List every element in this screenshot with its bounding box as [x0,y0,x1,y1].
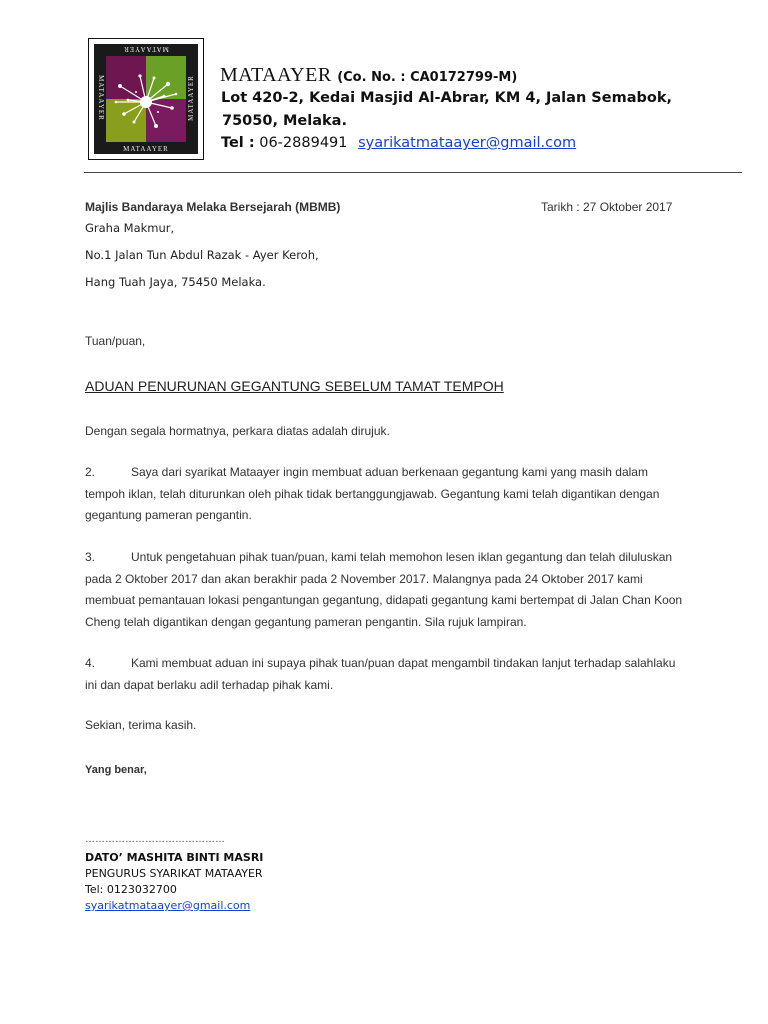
paragraph-number: 2. [85,465,96,479]
recipient-line1: Majlis Bandaraya Melaka Bersejarah (MBMB) [85,200,341,214]
company-registration: (Co. No. : CA0172799-M) [337,70,518,85]
tel-number: 06-2889491 [259,135,348,151]
company-heading [220,64,517,87]
company-name: MATAAYER [220,64,332,86]
paragraph-2 [85,462,690,527]
closing-line: Sekian, terima kasih. [85,718,197,732]
paragraph-number: 3. [85,550,96,564]
company-address-line1: Lot 420-2, Kedai Masjid Al-Abrar, KM 4, Jalan Semabok, [221,90,672,106]
paragraph-number: 4. [85,656,96,670]
header-divider [84,172,742,173]
signatory-title: PENGURUS SYARIKAT MATAAYER [85,867,263,880]
company-email-link[interactable]: syarikatmataayer@gmail.com [358,135,577,151]
recipient-line3: No.1 Jalan Tun Abdul Razak - Ayer Keroh, [85,248,319,262]
company-contact [221,135,576,151]
paragraph-text: Untuk pengetahuan pihak tuan/puan, kami telah memohon lesen iklan gegantung dan telah diluluskan pada 2 Oktober 2017 dan akan berakhir pada 2 November 2017. Malangnya pada 24 Oktober 2017 kami membuat pemantauan lokasi pengantungan gegantung, didapati gegantung kami bertempat di Jalan Chan Koon Cheng telah digantikan dengan gegantung pameran pengantin. Sila rujuk lampiran. [85,550,683,629]
signatory-name: DATO’ MASHITA BINTI MASRI [85,851,264,864]
letter-date: Tarikh : 27 Oktober 2017 [541,200,673,214]
paragraph-text: Saya dari syarikat Mataayer ingin membuat aduan berkenaan gegantung kami yang masih dalam tempoh iklan, telah diturunkan oleh pihak tidak bertanggungjawab. Gegantung kami telah digantikan dengan gegantung pameran pengantin. [85,465,660,522]
recipient-line2: Graha Makmur, [85,221,175,235]
letter-subject: ADUAN PENURUNAN GEGANTUNG SEBELUM TAMAT TEMPOH [85,378,504,394]
intro-paragraph: Dengan segala hormatnya, perkara diatas adalah dirujuk. [85,424,390,438]
tel-label: Tel : [221,135,255,151]
logo-border-text-left: MATAAYER [97,75,105,121]
paragraph-3 [85,547,690,633]
signatory-email-link[interactable]: syarikatmataayer@gmail.com [85,899,251,912]
logo-frame [94,44,198,154]
yours-line: Yang benar, [85,764,147,776]
salutation: Tuan/puan, [85,334,146,348]
logo-border-text-right: MATAAYER [187,75,195,121]
logo-border-text-bottom: MATAAYER [123,145,169,153]
paragraph-text: Kami membuat aduan ini supaya pihak tuan/puan dapat mengambil tindakan lanjut terhadap salahlaku ini dan dapat berlaku adil terhadap pihak kami. [85,656,676,692]
company-address-line2: 75050, Melaka. [222,113,347,129]
signature-line: …………………………………… [85,834,225,845]
signatory-tel: Tel: 0123032700 [85,883,177,896]
splash-icon [106,56,186,142]
logo-border-text-top: MATAAYER [123,45,169,53]
paragraph-4 [85,653,690,696]
recipient-line4: Hang Tuah Jaya, 75450 Melaka. [85,275,266,289]
company-logo [88,38,204,160]
logo-image [106,56,186,142]
